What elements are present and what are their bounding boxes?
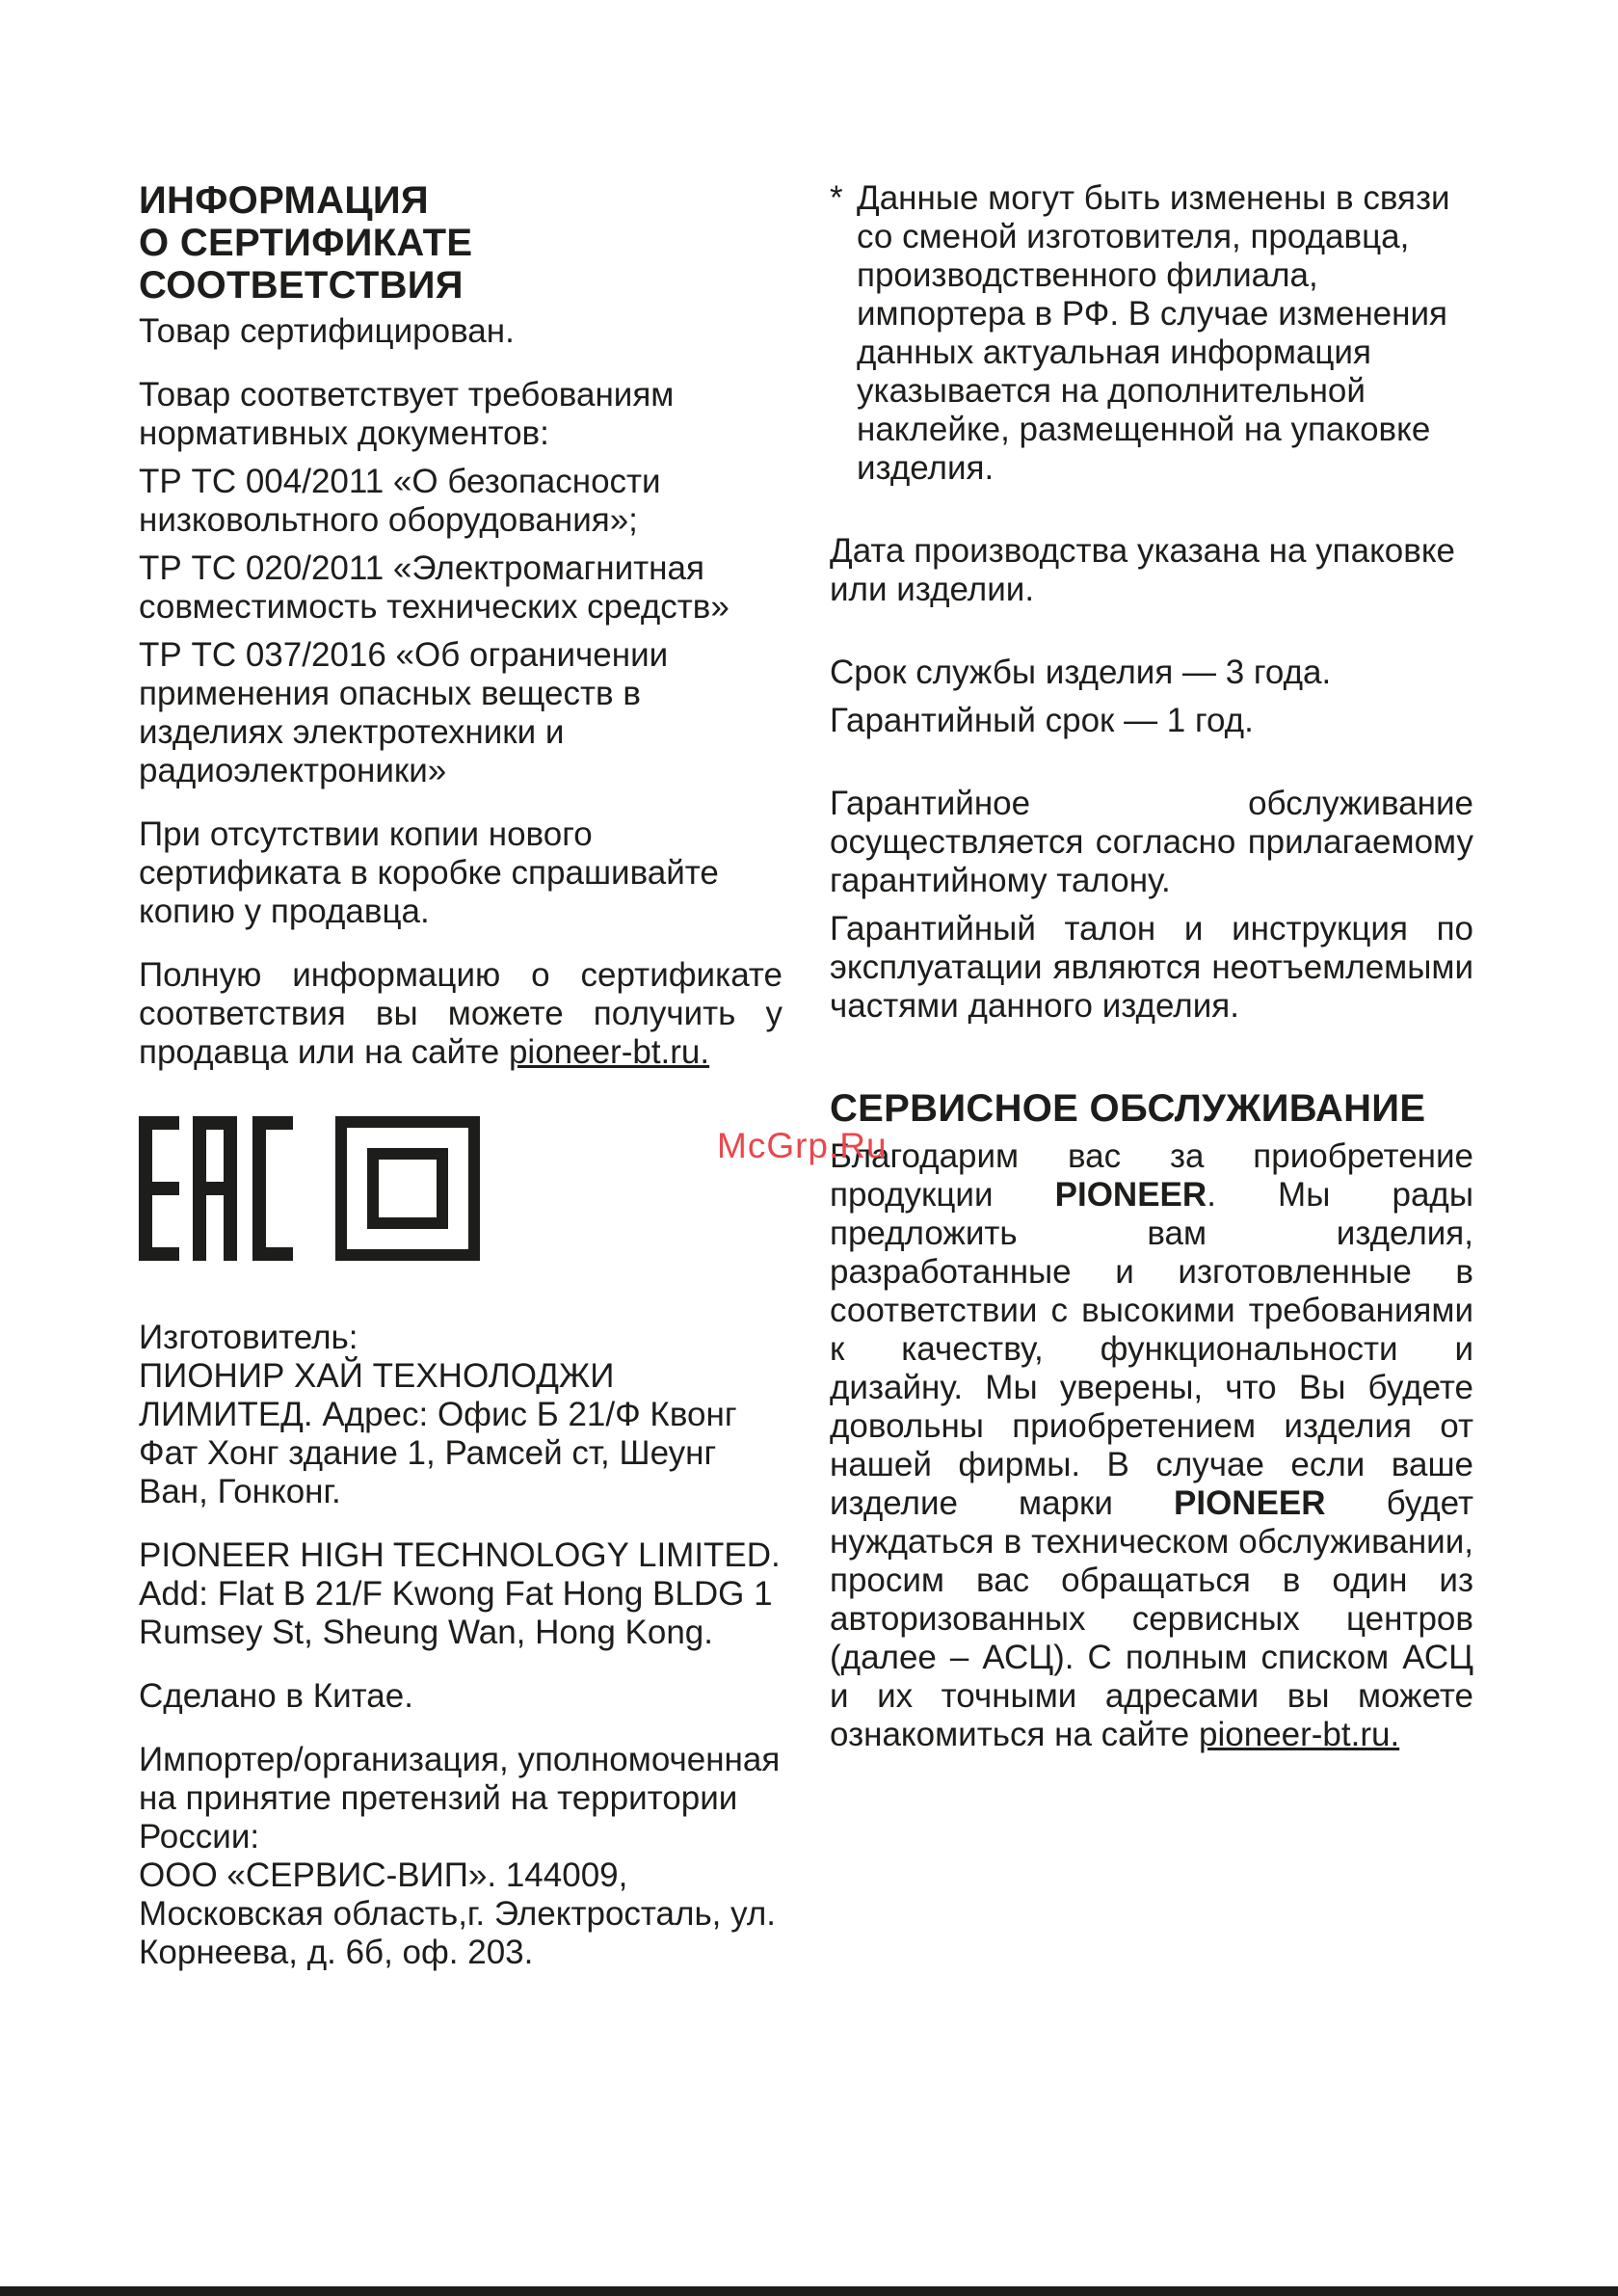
cert-heading-line: СООТВЕТСТВИЯ bbox=[139, 264, 464, 307]
full-info-text bbox=[139, 956, 782, 1072]
certification-marks bbox=[139, 1116, 782, 1261]
full-info-body: Полную информацию о сертификате соответствия вы можете получить у продавца или на сайте bbox=[139, 956, 782, 1071]
footnote bbox=[830, 179, 1473, 488]
cert-heading-line: О СЕРТИФИКАТЕ bbox=[139, 222, 473, 264]
importer-address: ООО «СЕРВИС-ВИП». 144009, Московская область,г. Электросталь, ул. Корнеева, д. 6б, оф. 203. bbox=[139, 1856, 777, 1971]
cert-heading-line: ИНФОРМАЦИЯ bbox=[139, 179, 429, 222]
standard-004: ТР ТС 004/2011 «О безопасности низковольтного оборудования»; bbox=[139, 463, 661, 539]
double-insulation-icon bbox=[335, 1116, 480, 1261]
warranty-service: Гарантийное обслуживание осуществляется согласно прилагаемому гарантийному талону. bbox=[830, 785, 1473, 899]
site-link[interactable]: pioneer-bt.ru. bbox=[508, 1033, 710, 1071]
right-column bbox=[830, 179, 1473, 1754]
service-heading: СЕРВИСНОЕ ОБСЛУЖИВАНИЕ bbox=[830, 1087, 1426, 1130]
warranty-docs: Гарантийный талон и инструкция по эксплуатации являются неотъемлемыми частями данного изделия. bbox=[830, 910, 1473, 1025]
importer-text: Импортер/организация, уполномоченная на принятие претензий на территории России: bbox=[139, 1741, 781, 1855]
brand-name: PIONEER bbox=[1174, 1484, 1326, 1522]
manufacturer-label: Изготовитель: bbox=[139, 1319, 358, 1356]
made-in: Сделано в Китае. bbox=[139, 1677, 413, 1715]
service-site-link[interactable]: pioneer-bt.ru. bbox=[1199, 1716, 1400, 1753]
service-text-part3: будет нуждаться в техническом обслуживании, просим вас обращаться в один из авторизованных сервисных центров (далее – АСЦ). С полным списком АСЦ и их точными адресами вы можете ознакомиться на сайте bbox=[830, 1484, 1473, 1753]
bottom-border bbox=[0, 2286, 1618, 2296]
production-date: Дата производства указана на упаковке или изделии. bbox=[830, 532, 1456, 608]
service-text bbox=[830, 1137, 1473, 1754]
warranty-period: Гарантийный срок — 1 год. bbox=[830, 702, 1254, 739]
complies-intro: Товар соответствует требованиям нормативных документов: bbox=[139, 376, 675, 452]
no-copy-note: При отсутствии копии нового сертификата в коробке спрашивайте копию у продавца. bbox=[139, 815, 719, 930]
standard-037: ТР ТС 037/2016 «Об ограничении применения опасных веществ в изделиях электротехники и радиоэлектроники» bbox=[139, 636, 669, 789]
service-text-part1: Благодарим вас за приобретение продукции bbox=[830, 1137, 1473, 1214]
eac-logo bbox=[139, 1116, 293, 1261]
watermark: McGrp.Ru bbox=[717, 1126, 888, 1165]
standard-020: ТР ТС 020/2011 «Электромагнитная совместимость технических средств» bbox=[139, 549, 729, 626]
service-life: Срок службы изделия — 3 года. bbox=[830, 654, 1332, 691]
manufacturer-ru: ПИОНИР ХАЙ ТЕХНОЛОДЖИ ЛИМИТЕД. Адрес: Офис Б 21/Ф Квонг Фат Хонг здание 1, Рамсей ст, Шеунг Ван, Гонконг. bbox=[139, 1357, 737, 1510]
service-text-part2: . Мы рады предложить вам изделия, разработанные и изготовленные в соответствии с высокими требованиями к качеству, функциональности и дизайну. Мы уверены, что Вы будете довольны приобретением изделия от нашей фирмы. В случае если ваше изделие марки bbox=[830, 1176, 1473, 1522]
manufacturer-en: PIONEER HIGH TECHNOLOGY LIMITED. Add: Flat B 21/F Kwong Fat Hong BLDG 1 Rumsey St, Sheung Wan, Hong Kong. bbox=[139, 1536, 781, 1651]
left-column bbox=[139, 179, 782, 1972]
footnote-text: Данные могут быть изменены в связи со сменой изготовителя, продавца, производственного филиала, импортера в РФ. В случае изменения данных актуальная информация указывается на дополнительной наклейке, размещенной на упаковке изделия. bbox=[857, 179, 1450, 487]
cert-heading bbox=[139, 179, 782, 307]
footnote-asterisk: * bbox=[830, 179, 843, 217]
brand-name: PIONEER bbox=[1054, 1176, 1207, 1214]
certified-text: Товар сертифицирован. bbox=[139, 312, 515, 350]
